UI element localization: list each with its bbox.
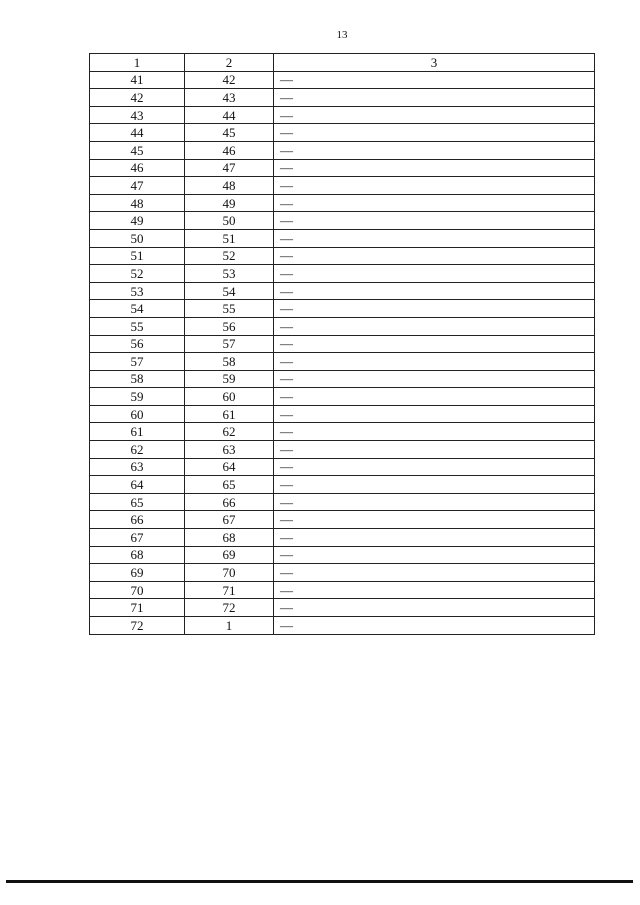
table-row — [90, 106, 595, 124]
table-row — [90, 493, 595, 511]
table-cell: 57 — [90, 353, 185, 371]
table-cell: 66 — [185, 493, 274, 511]
table-cell: 69 — [90, 564, 185, 582]
table-row — [90, 159, 595, 177]
table-cell: 60 — [90, 405, 185, 423]
table-row — [90, 194, 595, 212]
table-cell: — — [274, 458, 595, 476]
table-cell: 64 — [185, 458, 274, 476]
table-cell: 61 — [90, 423, 185, 441]
table-cell: 61 — [185, 405, 274, 423]
table-cell: — — [274, 353, 595, 371]
table-cell: 43 — [185, 89, 274, 107]
table-row — [90, 177, 595, 195]
table-cell: — — [274, 581, 595, 599]
table-cell: — — [274, 423, 595, 441]
table-cell: — — [274, 564, 595, 582]
table-cell: — — [274, 89, 595, 107]
table-cell: 67 — [185, 511, 274, 529]
table-cell: 68 — [185, 529, 274, 547]
table-cell: 43 — [90, 106, 185, 124]
table-cell: — — [274, 405, 595, 423]
table-cell: 1 — [185, 617, 274, 635]
table-cell: 57 — [185, 335, 274, 353]
table-row — [90, 317, 595, 335]
table-cell: 71 — [90, 599, 185, 617]
table-cell: — — [274, 370, 595, 388]
table-cell: — — [274, 141, 595, 159]
table-row — [90, 441, 595, 459]
table-cell: 53 — [185, 265, 274, 283]
table-cell: 47 — [185, 159, 274, 177]
table-cell: — — [274, 177, 595, 195]
table-cell: — — [274, 388, 595, 406]
table-row — [90, 229, 595, 247]
table-row — [90, 141, 595, 159]
table-cell: — — [274, 282, 595, 300]
table-cell: 41 — [90, 71, 185, 89]
table-cell: 60 — [185, 388, 274, 406]
table-cell: — — [274, 546, 595, 564]
table-row — [90, 282, 595, 300]
table-cell: 45 — [90, 141, 185, 159]
table-row — [90, 247, 595, 265]
table-row — [90, 212, 595, 230]
table-cell: 71 — [185, 581, 274, 599]
table-cell: 70 — [90, 581, 185, 599]
table-row — [90, 265, 595, 283]
table-cell: — — [274, 265, 595, 283]
table-cell: 64 — [90, 476, 185, 494]
table-cell: 72 — [90, 617, 185, 635]
table-cell: 68 — [90, 546, 185, 564]
table-cell: 63 — [90, 458, 185, 476]
table-cell: — — [274, 441, 595, 459]
table-cell: 46 — [185, 141, 274, 159]
table-cell: 45 — [185, 124, 274, 142]
page-number: 13 — [336, 29, 348, 41]
table-cell: 63 — [185, 441, 274, 459]
table-row — [90, 89, 595, 107]
table-cell: 51 — [185, 229, 274, 247]
table-cell: 58 — [90, 370, 185, 388]
table-cell: — — [274, 617, 595, 635]
table-cell: — — [274, 212, 595, 230]
table-cell: 46 — [90, 159, 185, 177]
table-cell: — — [274, 335, 595, 353]
table-cell: — — [274, 159, 595, 177]
table-row — [90, 370, 595, 388]
table-body — [90, 71, 595, 634]
data-table — [89, 53, 595, 635]
table-row — [90, 476, 595, 494]
table-cell: 65 — [90, 493, 185, 511]
table-row — [90, 335, 595, 353]
table-cell: 70 — [185, 564, 274, 582]
table-cell: 72 — [185, 599, 274, 617]
table-cell: 47 — [90, 177, 185, 195]
table-cell: 48 — [90, 194, 185, 212]
column-header: 1 — [90, 54, 185, 72]
table-row — [90, 423, 595, 441]
table-cell: 51 — [90, 247, 185, 265]
table-cell: — — [274, 511, 595, 529]
table-cell: 50 — [90, 229, 185, 247]
table-cell: — — [274, 300, 595, 318]
table-cell: 42 — [90, 89, 185, 107]
table-row — [90, 300, 595, 318]
table-cell: 49 — [185, 194, 274, 212]
table-cell: 55 — [90, 317, 185, 335]
table-row — [90, 124, 595, 142]
table-cell: 48 — [185, 177, 274, 195]
table-cell: 44 — [185, 106, 274, 124]
table-cell: 58 — [185, 353, 274, 371]
table-cell: 59 — [185, 370, 274, 388]
table-cell: 62 — [185, 423, 274, 441]
table-row — [90, 405, 595, 423]
table-cell: 42 — [185, 71, 274, 89]
table-row — [90, 599, 595, 617]
table-header-row — [90, 54, 595, 72]
table-cell: 54 — [185, 282, 274, 300]
table-cell: — — [274, 106, 595, 124]
table-cell: — — [274, 194, 595, 212]
table-row — [90, 353, 595, 371]
table-cell: 67 — [90, 529, 185, 547]
table-cell: 52 — [185, 247, 274, 265]
table-row — [90, 546, 595, 564]
table-cell: 62 — [90, 441, 185, 459]
table-cell: — — [274, 124, 595, 142]
table-cell: 49 — [90, 212, 185, 230]
table-row — [90, 71, 595, 89]
table-row — [90, 581, 595, 599]
table-cell: — — [274, 476, 595, 494]
table-cell: — — [274, 71, 595, 89]
table-cell: 56 — [185, 317, 274, 335]
table-row — [90, 388, 595, 406]
table-cell: 54 — [90, 300, 185, 318]
table-row — [90, 617, 595, 635]
table-cell: 52 — [90, 265, 185, 283]
table-cell: — — [274, 493, 595, 511]
bottom-rule — [6, 880, 633, 883]
table-cell: 50 — [185, 212, 274, 230]
table-cell: 56 — [90, 335, 185, 353]
table-cell: — — [274, 229, 595, 247]
table-row — [90, 564, 595, 582]
table-cell: — — [274, 317, 595, 335]
table-row — [90, 529, 595, 547]
table-cell: 44 — [90, 124, 185, 142]
table-cell: 66 — [90, 511, 185, 529]
table-row — [90, 511, 595, 529]
table-row — [90, 458, 595, 476]
table-cell: 53 — [90, 282, 185, 300]
table-cell: 59 — [90, 388, 185, 406]
table-cell: — — [274, 529, 595, 547]
table-cell: — — [274, 247, 595, 265]
column-header: 3 — [274, 54, 595, 72]
table-cell: 69 — [185, 546, 274, 564]
table-cell: 55 — [185, 300, 274, 318]
table-cell: — — [274, 599, 595, 617]
table-cell: 65 — [185, 476, 274, 494]
column-header: 2 — [185, 54, 274, 72]
